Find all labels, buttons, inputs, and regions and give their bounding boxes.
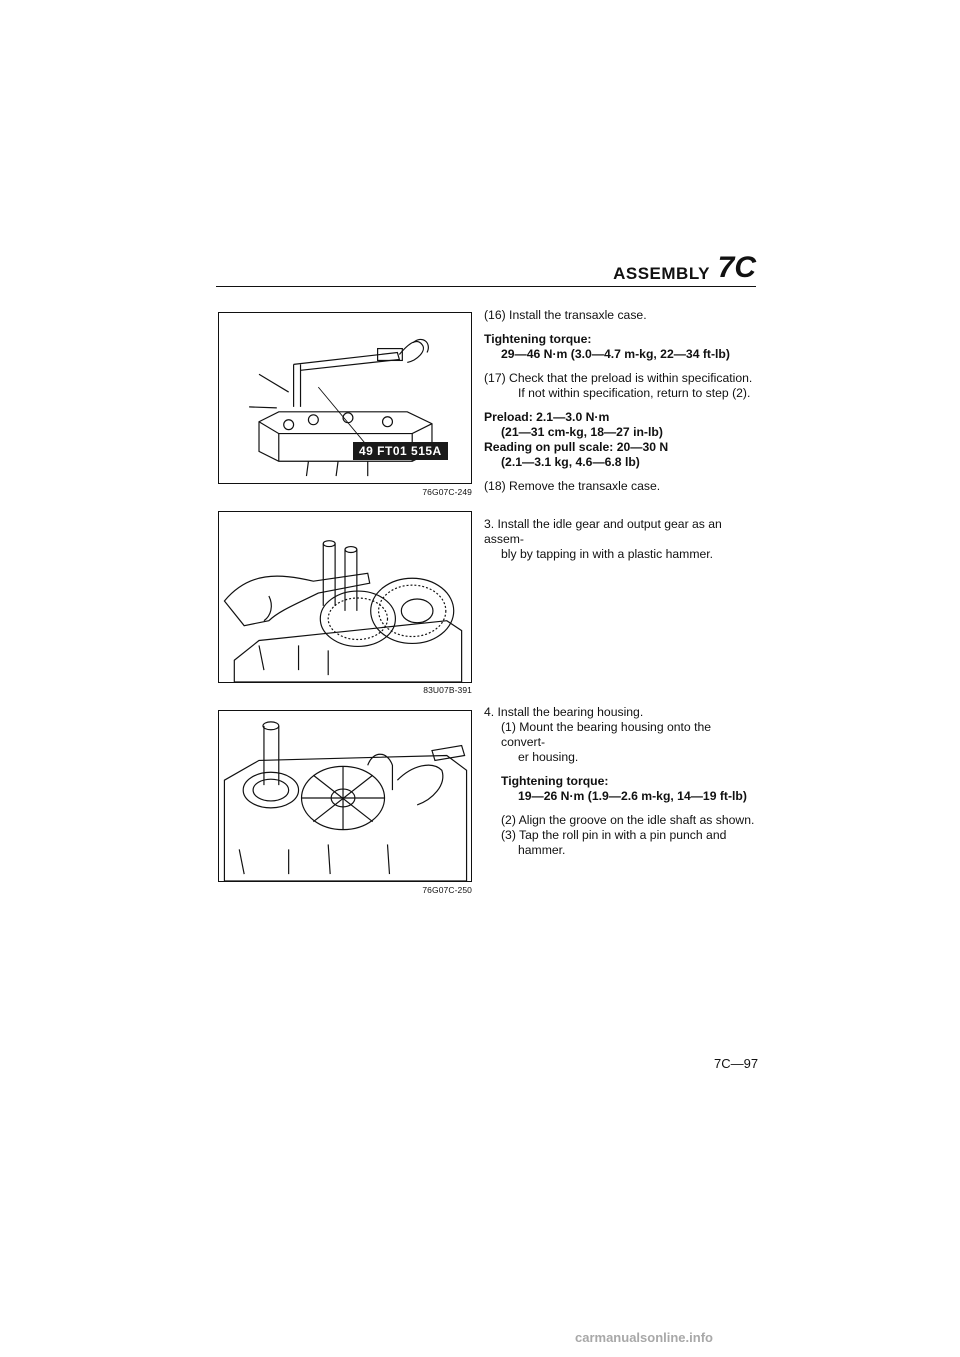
page-number: 7C—97	[714, 1056, 759, 1071]
step-4: 4. Install the bearing housing.	[484, 705, 644, 719]
procedure-block-1	[484, 308, 756, 494]
section-title: ASSEMBLY	[613, 264, 710, 283]
procedure-block-3	[484, 705, 756, 858]
torque-label: Tightening torque:	[484, 332, 592, 346]
step-4-1: (1) Mount the bearing housing onto the convert-	[501, 720, 712, 749]
torque-label: Tightening torque:	[501, 774, 609, 788]
procedure-block-2	[484, 517, 756, 562]
step-17-note: If not within specification, return to step (2).	[518, 386, 751, 400]
preload-spec-alt: (21—31 cm-kg, 18—27 in-lb)	[501, 425, 663, 439]
figure-bearing-housing	[218, 710, 472, 882]
preload-spec: Preload: 2.1—3.0 N·m	[484, 410, 610, 424]
header-rule	[216, 286, 756, 287]
torque-value: 29—46 N·m (3.0—4.7 m-kg, 22—34 ft-lb)	[501, 347, 730, 361]
step-4-2: (2) Align the groove on the idle shaft as shown.	[501, 813, 755, 827]
step-18: (18) Remove the transaxle case.	[484, 479, 661, 493]
step-17: (17) Check that the preload is within specification.	[484, 371, 753, 385]
step-4-1-cont: er housing.	[518, 750, 579, 764]
step-16: (16) Install the transaxle case.	[484, 308, 647, 322]
step-4-3: (3) Tap the roll pin in with a pin punch and	[501, 828, 727, 842]
bearing-housing-illustration	[219, 711, 471, 881]
figure-torque-wrench	[218, 312, 472, 484]
figure-code: 76G07C-249	[422, 487, 472, 497]
section-code: 7C	[717, 251, 756, 284]
pull-scale-spec: Reading on pull scale: 20—30 N	[484, 440, 669, 454]
watermark: carmanualsonline.info	[575, 1330, 713, 1345]
step-3-cont: bly by tapping in with a plastic hammer.	[501, 547, 714, 561]
torque-value: 19—26 N·m (1.9—2.6 m-kg, 14—19 ft-lb)	[518, 789, 747, 803]
figure-code: 76G07C-250	[422, 885, 472, 895]
idle-gear-illustration	[219, 512, 471, 682]
step-4-3-cont: hammer.	[518, 843, 566, 857]
pull-scale-spec-alt: (2.1—3.1 kg, 4.6—6.8 lb)	[501, 455, 640, 469]
figure-idle-gear	[218, 511, 472, 683]
page-header	[216, 251, 756, 287]
tool-number-label: 49 FT01 515A	[353, 442, 448, 460]
figure-code: 83U07B-391	[423, 685, 472, 695]
step-3: 3. Install the idle gear and output gear as an assem-	[484, 517, 722, 546]
